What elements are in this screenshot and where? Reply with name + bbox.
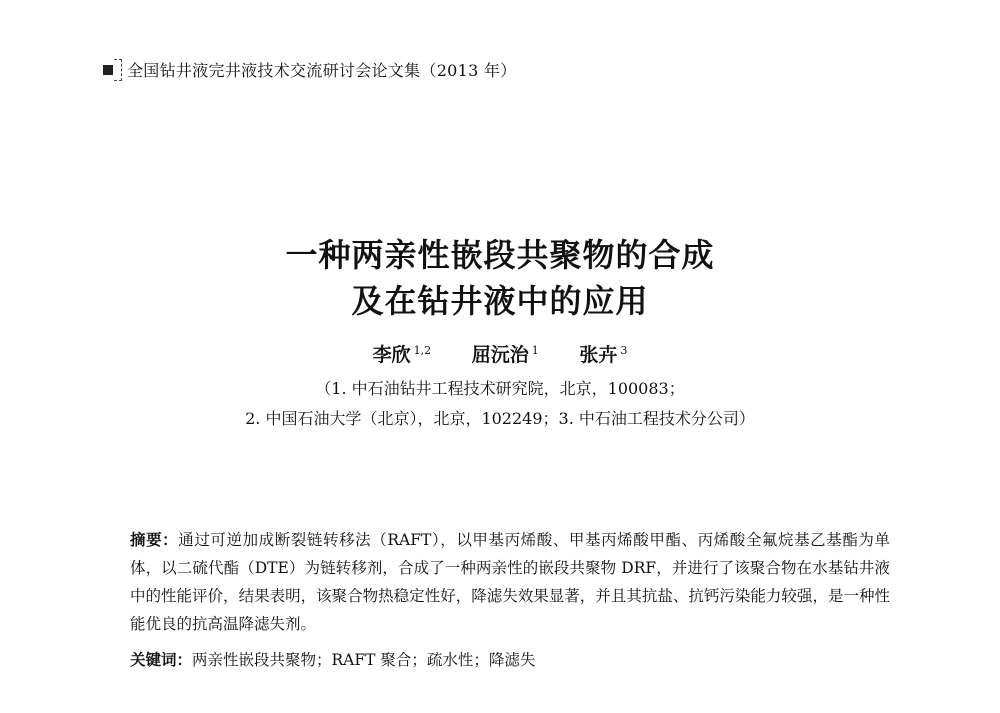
author [373, 344, 432, 366]
author-affiliation-mark: 3 [620, 344, 628, 357]
keywords-label: 关键词： [130, 650, 193, 669]
affiliation-line-1: （1. 中石油钻井工程技术研究院，北京，100083； [315, 379, 685, 398]
running-header [103, 58, 517, 81]
author [579, 344, 627, 366]
abstract-label: 摘要： [130, 530, 179, 549]
author-name: 李欣 [372, 344, 411, 366]
paper-title [0, 232, 1000, 324]
keywords [130, 648, 890, 670]
header-bracket-icon [103, 59, 123, 81]
header-text: 全国钻井液完井液技术交流研讨会论文集（2013 年） [127, 61, 517, 80]
abstract [130, 526, 890, 638]
author-affiliation-mark: 1 [531, 344, 539, 357]
author-affiliation-mark: 1,2 [413, 344, 432, 357]
title-line-1: 一种两亲性嵌段共聚物的合成 [285, 236, 715, 274]
affiliation-line-2: 2. 中国石油大学（北京），北京，102249；3. 中石油工程技术分公司） [245, 409, 755, 428]
keywords-text: 两亲性嵌段共聚物；RAFT 聚合；疏水性；降滤失 [192, 651, 536, 669]
author-list [0, 340, 1000, 367]
author-name: 屈沅治 [471, 344, 529, 366]
affiliations [0, 374, 1000, 434]
author-name: 张卉 [579, 344, 618, 366]
abstract-text: 通过可逆加成断裂链转移法（RAFT），以甲基丙烯酸、甲基丙烯酸甲酯、丙烯酸全氟烷基乙基酯为单体，以二硫代酯（DTE）为链转移剂，合成了一种两亲性的嵌段共聚物 DRF，并进行了该聚合物在水基钻井液中的性能评价，结果表明，该聚合物热稳定性好，降滤失效果显著，并且其抗盐、抗钙污染能力较强，是一种性能优良的抗高温降滤失剂。 [130, 531, 890, 633]
title-line-2: 及在钻井液中的应用 [351, 282, 649, 320]
author [472, 344, 539, 366]
